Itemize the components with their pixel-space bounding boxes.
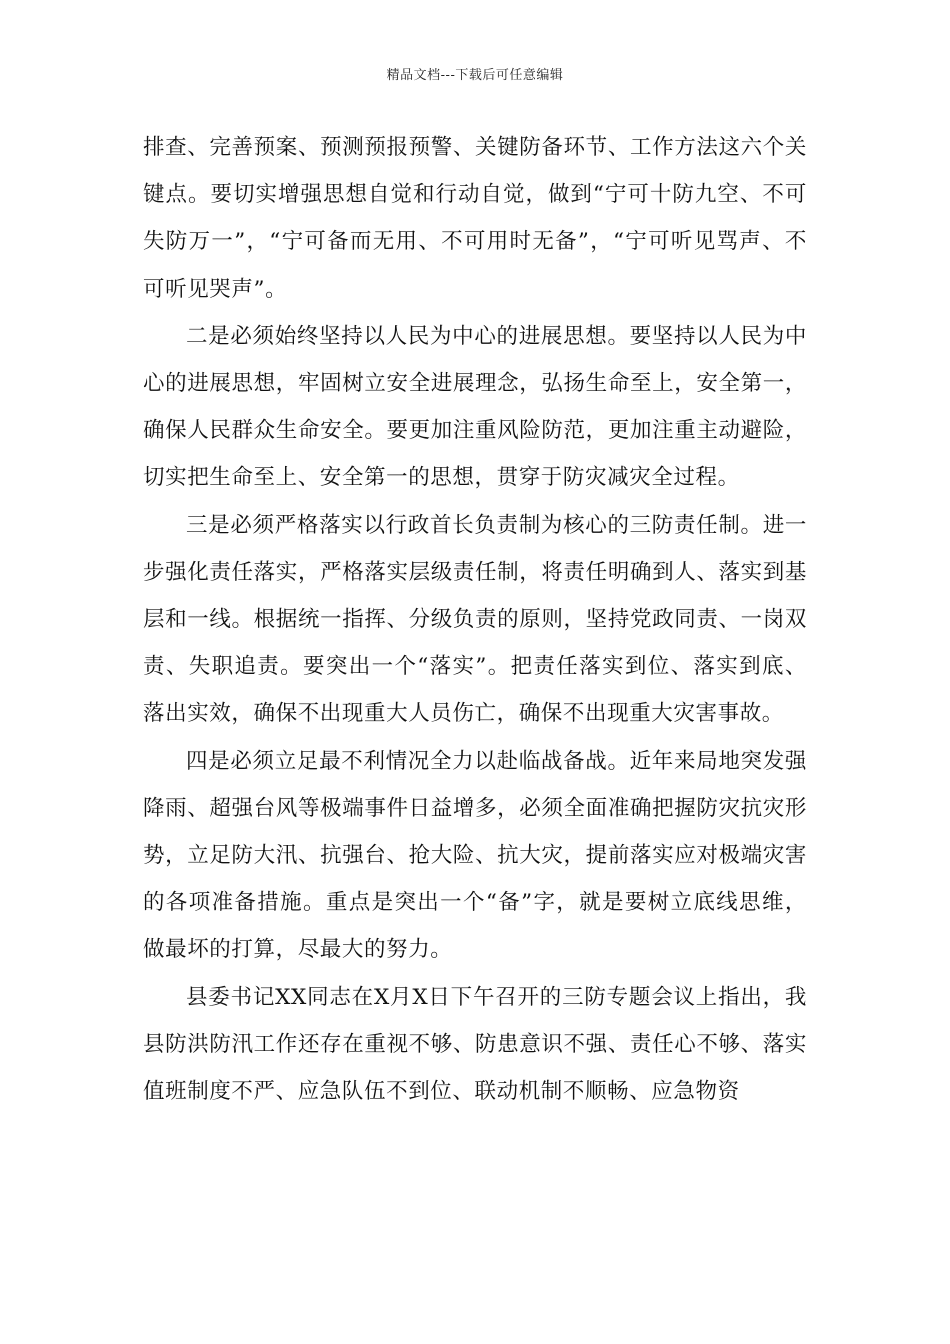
paragraph-point-three: 三是必须严格落实以行政首长负责制为核心的三防责任制。进一步强化责任落实，严格落实层级责任制，将责任明确到人、落实到基层和一线。根据统一指挥、分级负责的原则，坚持党政同责、一岗双责、失职追责。要突出一个“落实”。把责任落实到位、落实到底、落出实效，确保不出现重大人员伤亡，确保不出现重大灾害事故。: [143, 512, 807, 727]
document-body: [143, 124, 807, 1115]
paragraph-point-two: 二是必须始终坚持以人民为中心的进展思想。要坚持以人民为中心的进展思想，牢固树立安全进展理念，弘扬生命至上，安全第一，确保人民群众生命安全。要更加注重风险防范，更加注重主动避险，切实把生命至上、安全第一的思想，贯穿于防灾减灾全过程。: [143, 323, 807, 491]
paragraph-continuation: 排查、完善预案、预测预报预警、关键防备环节、工作方法这六个关键点。要切实增强思想自觉和行动自觉，做到“宁可十防九空、不可失防万一”，“宁可备而无用、不可用时无备”，“宁可听见骂声、不可听见哭声”。: [143, 135, 807, 302]
page-header: 精品文档---下载后可任意编辑: [386, 68, 564, 83]
paragraph-point-four: 四是必须立足最不利情况全力以赴临战备战。近年来局地突发强降雨、超强台风等极端事件日益增多，必须全面准确把握防灾抗灾形势，立足防大汛、抗强台、抢大险、抗大灾，提前落实应对极端灾害的各项准备措施。重点是突出一个“备”字，就是要树立底线思维，做最坏的打算，尽最大的努力。: [143, 748, 807, 963]
paragraph-county-secretary: 县委书记XX同志在X月X日下午召开的三防专题会议上指出，我县防洪防汛工作还存在重视不够、防患意识不强、责任心不够、落实值班制度不严、应急队伍不到位、联动机制不顺畅、应急物资: [143, 984, 807, 1105]
